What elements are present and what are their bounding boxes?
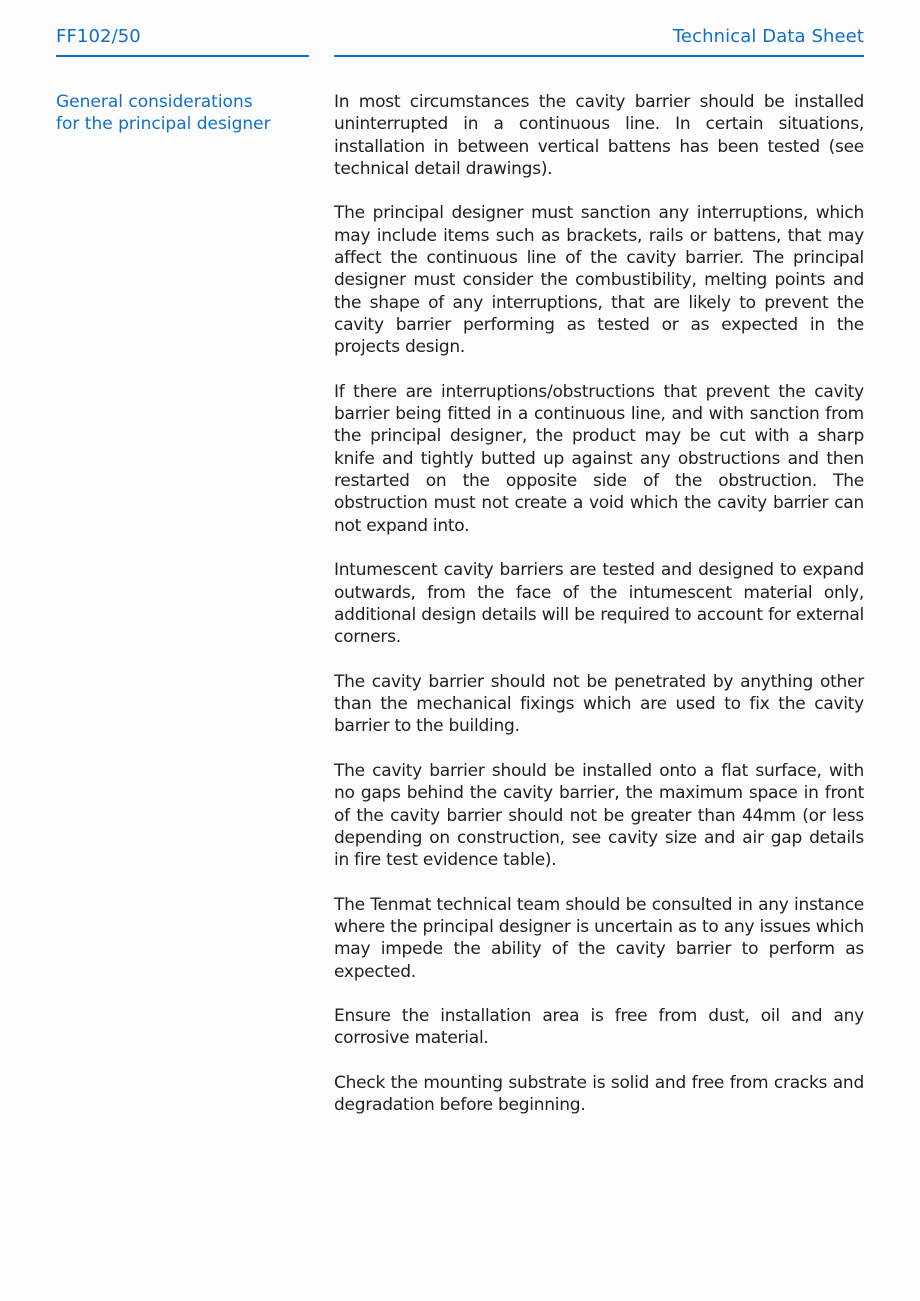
paragraph-flat-surface: The cavity barrier should be installed onto a flat surface, with no gaps behind the cavity barrier, the maximum space in front of the cavity barrier should not be greater than 44mm (or less depending on construction, see cavity size and air gap details in fire test evidence table). (334, 760, 864, 871)
paragraph-continuous-installation: In most circumstances the cavity barrier should be installed uninterrupted in a continuous line. In certain situations, installation in between vertical battens has been tested (see technical detail drawings). (334, 92, 864, 179)
paragraph-intumescent-expansion: Intumescent cavity barriers are tested and designed to expand outwards, from the face of the intumescent material only, additional design details will be required to account for external corners. (334, 560, 864, 648)
header-rule-left (56, 55, 309, 57)
section-heading-line-1: General considerations (56, 92, 253, 112)
paragraph-penetration: The cavity barrier should not be penetrated by anything other than the mechanical fixings which are used to fix the cavity barrier to the building. (334, 671, 864, 737)
section-heading (56, 91, 316, 136)
paragraph-installation-area: Ensure the installation area is free from dust, oil and any corrosive material. (334, 1006, 864, 1049)
body-text (334, 91, 864, 1139)
paragraph-technical-team: The Tenmat technical team should be consulted in any instance where the principal designer is uncertain as to any issues which may impede the ability of the cavity barrier to perform as expected. (334, 894, 864, 982)
paragraph-mounting-substrate: Check the mounting substrate is solid and free from cracks and degradation before beginning. (334, 1073, 864, 1116)
document-type: Technical Data Sheet (672, 26, 864, 47)
paragraph-obstructions: If there are interruptions/obstructions that prevent the cavity barrier being fitted in a continuous line, and with sanction from the principal designer, the product may be cut with a sharp knife and tightly butted up against any obstructions and then restarted on the opposite side of the obstruction. The obstruction must not create a void which the cavity barrier can not expand into. (334, 381, 864, 536)
header-rule-right (334, 55, 864, 57)
paragraph-sanction-interruptions: The principal designer must sanction any interruptions, which may include items such as brackets, rails or battens, that may affect the continuous line of the cavity barrier. The principal designer must consider the combustibility, melting points and the shape of any interruptions, that are likely to prevent the cavity barrier performing as tested or as expected in the projects design. (334, 203, 864, 358)
document-code: FF102/50 (56, 26, 141, 47)
section-heading-line-2: for the principal designer (56, 114, 271, 135)
